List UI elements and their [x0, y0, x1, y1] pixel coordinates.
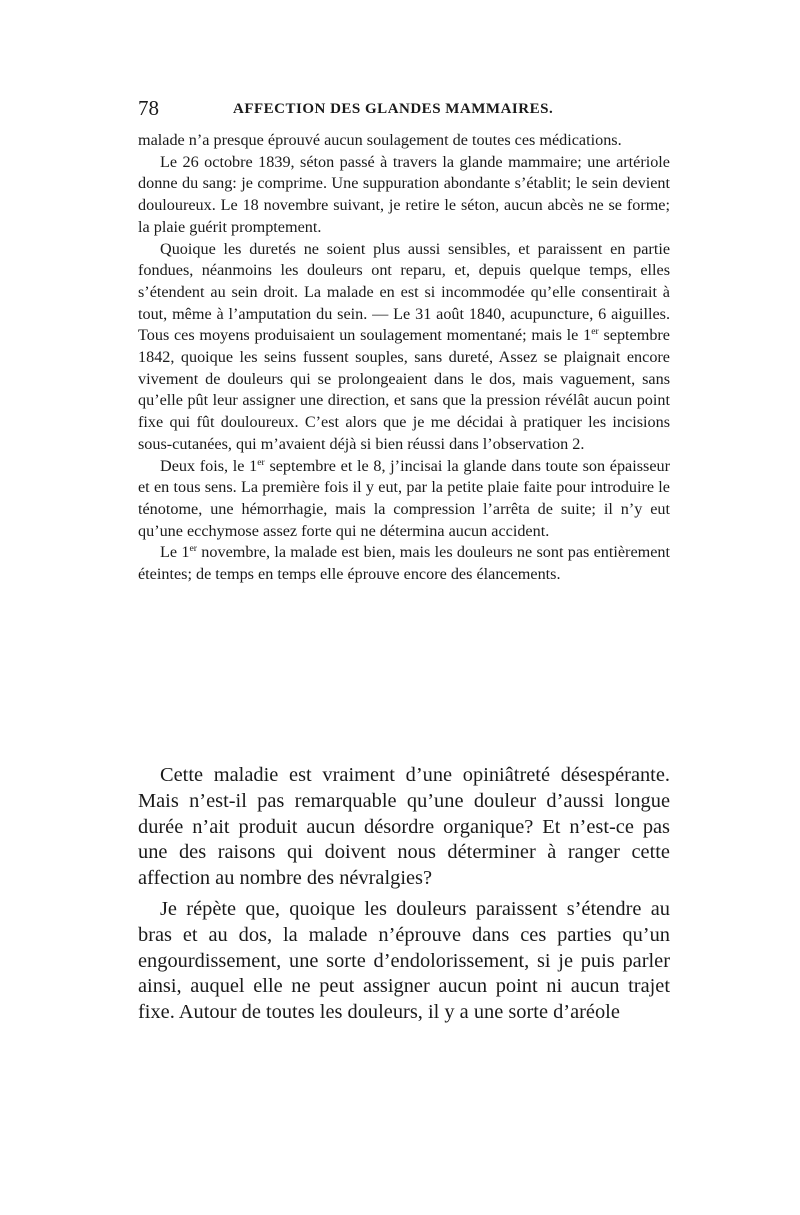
running-head: [138, 95, 670, 121]
paragraph: Quoique les duretés ne soient plus aussi sensibles, et paraissent en partie fondues, néanmoins les douleurs ont reparu, et, depuis quelque temps, elles s’étendent au sein droit. La malade en est si incommodée qu’elle consentirait à tout, même à l’amputation du sein. — Le 31 août 1840, acupuncture, 6 aiguilles. Tous ces moyens produisaient un soulagement momentané; mais le 1er septembre 1842, quoique les seins fussent souples, sans dureté, Assez se plaignait encore vivement de douleurs qui se prolongeaient dans le dos, mais vaguement, sans qu’elle pût leur assigner une direction, et sans que la pression révélât aucun point fixe qui fût douloureux. C’est alors que je me décidai à pratiquer les incisions sous-cutanées, qui m’avaient déjà si bien réussi dans l’observation 2.: [138, 239, 670, 453]
paragraph: Le 1er novembre, la malade est bien, mais les douleurs ne sont pas entièrement éteintes; de temps en temps elle éprouve encore des élancements.: [138, 543, 670, 584]
paragraph: malade n’a presque éprouvé aucun soulagement de toutes ces médications.: [138, 131, 622, 149]
commentary-text: [138, 763, 670, 1026]
running-title: AFFECTION DES GLANDES MAMMAIRES.: [233, 101, 554, 117]
paragraph: Le 26 octobre 1839, séton passé à travers la glande mammaire; une artériole donne du sang: je comprime. Une suppuration abondante s’établit; le sein devient douloureux. Le 18 novembre suivant, je retire le séton, aucun abcès ne se forme; la plaie guérit promptement.: [138, 152, 670, 236]
paragraph: Je répète que, quoique les douleurs paraissent s’étendre au bras et au dos, la malade n’éprouve dans ces parties qu’un engourdissement, une sorte d’endolorissement, si je puis parler ainsi, auquel elle ne peut assigner aucun point ni aucun trajet fixe. Autour de toutes les douleurs, il y a une sorte d’aréole: [138, 897, 670, 1024]
case-report-text: [138, 130, 670, 586]
paragraph: Deux fois, le 1er septembre et le 8, j’incisai la glande dans toute son épaisseur et en tous sens. La première fois il y eut, par la petite plaie faite pour introduire le ténotome, une hémorrhagie, mais la compression l’arrêta de suite; il n’y eut qu’une ecchymose assez forte qui ne détermina aucun accident.: [138, 456, 670, 540]
page-number: 78: [138, 96, 159, 120]
paragraph: Cette maladie est vraiment d’une opiniâtreté désespérante. Mais n’est-il pas remarquable qu’une douleur d’aussi longue durée n’ait produit aucun désordre organique? Et n’est-ce pas une des raisons qui doivent nous déterminer à ranger cette affection au nombre des névralgies?: [138, 764, 670, 890]
